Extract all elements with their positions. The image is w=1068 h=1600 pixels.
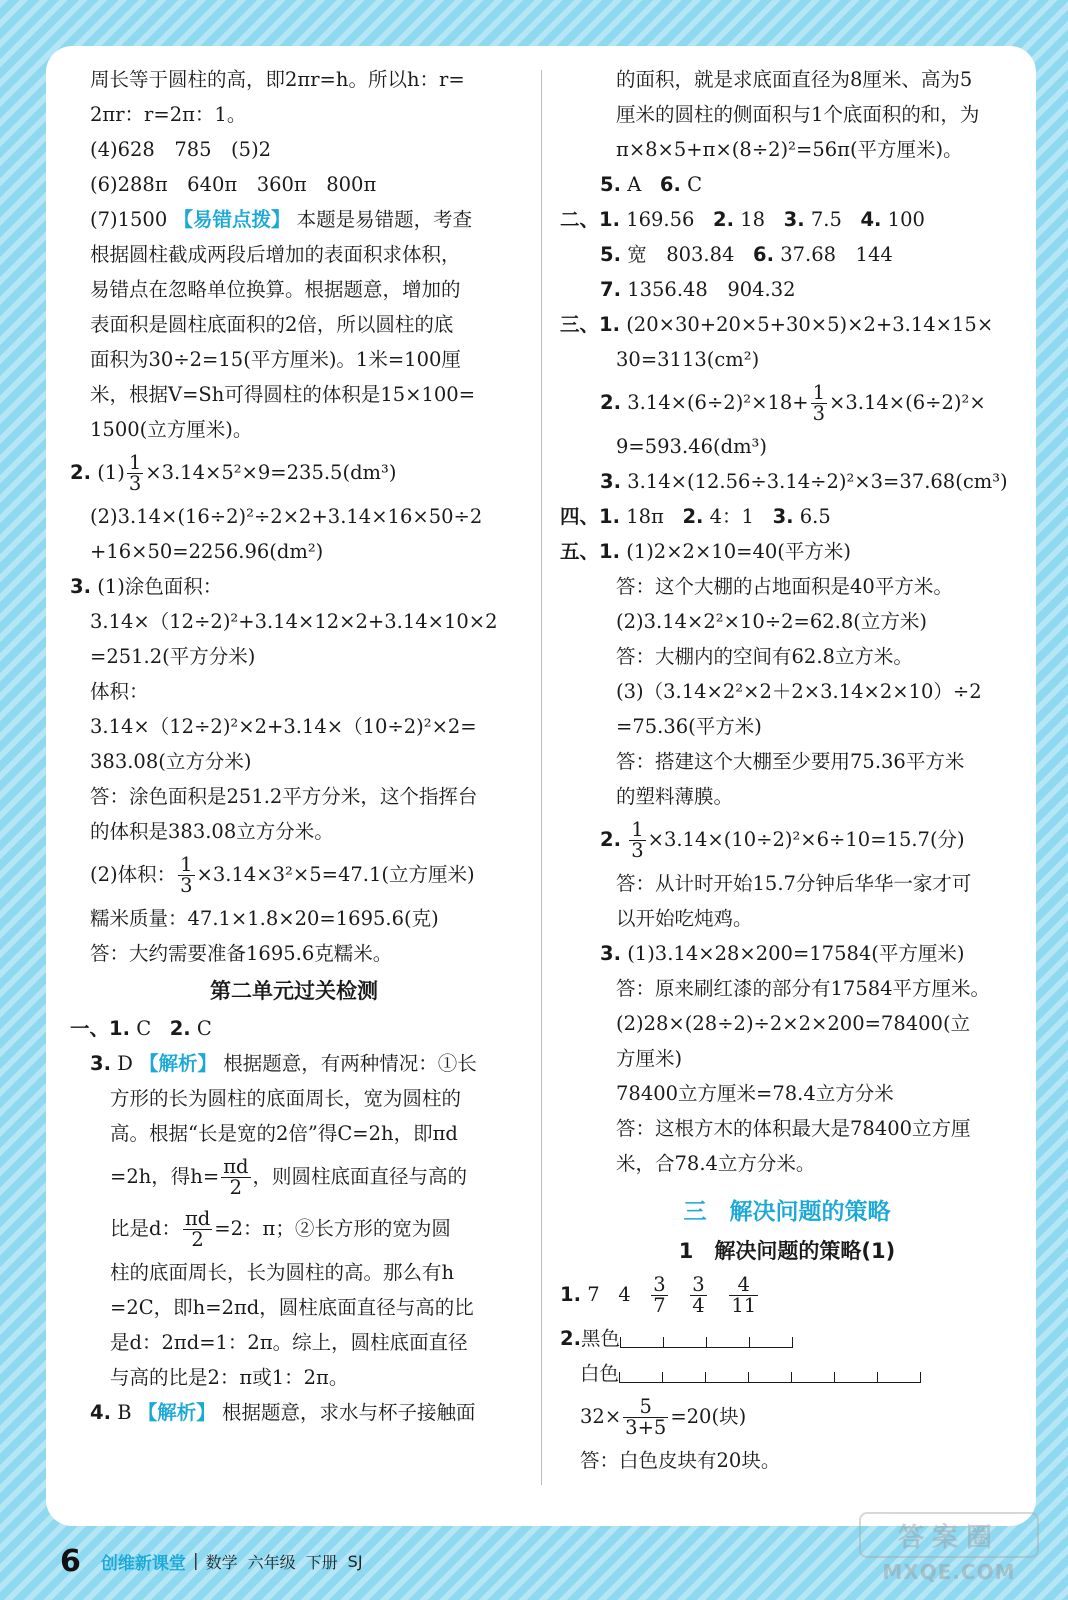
text-span: 3.14×(6÷2)²×18+ [627, 391, 809, 414]
question-number: 2. [70, 461, 91, 484]
fraction-denominator: 3 [128, 472, 142, 495]
text-line: 1500(立方厘米)。 [90, 418, 253, 441]
question-number: 3. [600, 942, 621, 965]
footer-term: 下册 [305, 1552, 338, 1572]
answer-text: 7 [587, 1283, 600, 1306]
question-number: 3. [600, 470, 621, 493]
question-number: 4. [90, 1401, 111, 1424]
text-span: ×3.14×5²×9=235.5(dm³) [145, 461, 397, 484]
text-line [560, 814, 1014, 866]
text-line: 3.14×（12÷2)²×2+3.14×（10÷2)²×2= [90, 715, 477, 738]
black-label: 黑色 [580, 1327, 620, 1350]
fraction [127, 450, 143, 495]
answer-text: 宽 803.84 [627, 243, 735, 266]
brand-name: 创维新课堂 [100, 1553, 186, 1574]
footer-subject: 数学 [205, 1552, 238, 1572]
text-line: 米，合78.4立方分米。 [616, 1152, 816, 1175]
answer-text: 100 [887, 208, 925, 231]
answer-text: 1356.48 904.32 [627, 278, 796, 301]
text-line: 以开始吃炖鸡。 [616, 907, 753, 930]
question-number: 2. [713, 208, 735, 231]
fraction [811, 380, 827, 425]
question-4-explained [70, 1395, 518, 1430]
section-5-answers [560, 534, 1014, 569]
text-line: 答：涂色面积是251.2平方分米，这个指挥台 [90, 785, 478, 808]
text-span: ×3.14×3²×5=47.1(立方厘米) [196, 863, 475, 886]
bar-segment [749, 1337, 793, 1348]
fraction-denominator: 4 [692, 1294, 705, 1317]
text-line [560, 237, 1014, 272]
text-line: (4)628 785 (5)2 [90, 138, 272, 161]
text-line [70, 1151, 518, 1203]
error-tip-tag: 【易错点拨】 [173, 208, 291, 231]
text-line: 与高的比是2：π或1：2π。 [110, 1366, 349, 1389]
fraction-numerator: 1 [631, 817, 644, 841]
question-number: 3. [70, 575, 91, 598]
text-line: 糯米质量：47.1×1.8×20=1695.6(克) [90, 907, 439, 930]
section-4-answers [560, 499, 1014, 534]
question-number: 2. [169, 1017, 191, 1040]
answer-text: 169.56 [626, 208, 695, 231]
text-line: 方形的长为圆柱的底面周长，宽为圆柱的 [110, 1087, 462, 1110]
page-number: 6 [60, 1543, 81, 1579]
text-line: =251.2(平方分米) [90, 645, 256, 668]
fraction-denominator: 3 [180, 874, 193, 897]
text-line: 答：这个大棚的占地面积是40平方米。 [616, 575, 953, 598]
text-line: (6)288π 640π 360π 800π [90, 173, 377, 196]
text-line: 面积为30÷2=15(平方厘米)。1米=100厘 [90, 348, 461, 371]
text-line: (3)（3.14×2²×2＋2×3.14×2×10）÷2 [616, 680, 982, 703]
text-line: 表面积是圆柱底面积的2倍，所以圆柱的底 [90, 313, 454, 336]
question-number: 2. [682, 505, 704, 528]
fraction-numerator: 1 [180, 852, 193, 876]
text-line [560, 464, 1014, 499]
text-line: 米，根据V=Sh可得圆柱的体积是15×100= [90, 383, 476, 406]
fraction [178, 852, 194, 897]
text-span: =2：π；②长方形的宽为圆 [214, 1217, 451, 1240]
fraction-numerator: πd [223, 1154, 249, 1178]
fraction [690, 1272, 706, 1317]
text-span: (1)涂色面积： [97, 575, 223, 598]
text-line: =2C，即h=2πd，圆柱底面直径与高的比 [110, 1296, 474, 1319]
left-column [70, 62, 518, 1430]
text-line: 柱的底面周长，长为圆柱的高。那么有h [110, 1261, 455, 1284]
fraction-denominator: 3 [812, 402, 826, 425]
text-line: 答：大约需要准备1695.6克糯米。 [90, 942, 393, 965]
question-number: 5. [600, 173, 621, 196]
question-3-explained [70, 1046, 518, 1081]
text-line: 383.08(立方分米) [90, 750, 252, 773]
explanation-text: 本题是易错题，考查 [296, 208, 473, 231]
bar-segment [834, 1372, 877, 1383]
bar-segment [877, 1372, 921, 1383]
question-number: 2. [600, 828, 621, 851]
bar-segment [748, 1372, 791, 1383]
text-line [560, 167, 1014, 202]
question-number: 3. [783, 208, 805, 231]
bar-segment [620, 1337, 663, 1348]
fraction [183, 1206, 212, 1251]
text-line: 答：搭建这个大棚至少要用75.36平方米 [616, 750, 965, 773]
text-line [560, 272, 1014, 307]
bar-segment [662, 1372, 705, 1383]
fraction [651, 1272, 667, 1317]
footer-edition: SJ [347, 1551, 363, 1571]
watermark-seal: 答案圈 [859, 1512, 1039, 1558]
fraction-denominator: 7 [653, 1294, 666, 1317]
fraction-denominator: 11 [731, 1294, 757, 1317]
question-number: 2. [600, 391, 621, 414]
bar-segment [706, 1337, 749, 1348]
answer-text: D [117, 1052, 133, 1075]
bar-segment [619, 1372, 662, 1383]
answer-text: 37.68 144 [780, 243, 893, 266]
text-line: 方厘米) [616, 1047, 683, 1070]
fraction-numerator: 4 [729, 1275, 758, 1296]
black-segment-bar [620, 1330, 793, 1348]
watermark-url: MXQE.COM [882, 1560, 1016, 1584]
section-2-answers [560, 202, 1014, 237]
text-line: 答：白色皮块有20块。 [580, 1449, 781, 1472]
text-line: 是d：2πd=1：2π。综上，圆柱底面直径 [110, 1331, 468, 1354]
fraction-numerator: πd [184, 1206, 211, 1230]
text-span: =20(块) [670, 1405, 747, 1428]
text-span: ，则圆柱底面直径与高的 [252, 1165, 468, 1188]
unit-3-title: 三 解决问题的策略 [683, 1199, 891, 1225]
section-label: 一、1. [70, 1017, 130, 1040]
answer-text: (1)3.14×28×200=17584(平方厘米) [627, 942, 965, 965]
text-line: 2πr：r=2π：1。 [90, 103, 247, 126]
lesson-title: 1 解决问题的策略(1) [678, 1239, 896, 1263]
answer-text: 7.5 [810, 208, 842, 231]
footer-grade: 六年级 [247, 1552, 296, 1572]
text-line: =75.36(平方米) [616, 715, 762, 738]
page-footer [60, 1544, 373, 1578]
right-column [560, 62, 1014, 1478]
fraction-denominator: 3 [631, 839, 644, 862]
text-line: 答：从计时开始15.7分钟后华华一家才可 [616, 872, 972, 895]
analysis-tag: 【解析】 [139, 1052, 218, 1075]
question-3 [70, 569, 518, 604]
text-span: =2h，得h= [110, 1165, 220, 1188]
fraction [729, 1272, 758, 1317]
text-line: 的体积是383.08立方分米。 [90, 820, 334, 843]
text-line: 9=593.46(dm³) [616, 435, 767, 458]
text-line: 3.14×（12÷2)²+3.14×12×2+3.14×10×2 [90, 610, 498, 633]
fraction-numerator: 3 [692, 1272, 705, 1296]
text-line: 30=3113(cm²) [616, 348, 760, 371]
text-span: 32× [580, 1405, 622, 1428]
explanation-text: 根据题意，有两种情况：①长 [223, 1052, 477, 1075]
text-line: 高。根据“长是宽的2倍”得C=2h，即πd [110, 1122, 458, 1145]
answer-text: 18π [626, 505, 664, 528]
text-line: 的面积，就是求底面直径为8厘米、高为5 [616, 68, 973, 91]
footer-separator: | [192, 1551, 199, 1571]
explanation-text: 根据题意，求水与杯子接触面 [221, 1401, 476, 1424]
fraction [221, 1154, 250, 1199]
section-label: 四、1. [560, 505, 620, 528]
section-1-answers [70, 1011, 518, 1046]
answer-text: C [196, 1017, 212, 1040]
fraction-numerator: 1 [128, 450, 142, 474]
text-line: +16×50=2256.96(dm²) [90, 540, 324, 563]
question-2 [70, 447, 518, 499]
text-line: 周长等于圆柱的高，即2πr=h。所以h：r= [90, 68, 465, 91]
question-number: 3. [90, 1052, 111, 1075]
bar-segment [791, 1372, 834, 1383]
answer-text: (7)1500 [90, 208, 168, 231]
fraction-denominator: 3+5 [625, 1416, 667, 1439]
answer-text: 4 [618, 1283, 631, 1306]
question-number: 4. [860, 208, 882, 231]
answer-text: C [136, 1017, 152, 1040]
problem-2-white-row [560, 1356, 1014, 1391]
text-line: 答：这根方木的体积最大是78400立方厘 [616, 1117, 971, 1140]
answer-text: B [117, 1401, 132, 1424]
text-line: 厘米的圆柱的侧面积与1个底面积的和，为 [616, 103, 980, 126]
fraction-numerator: 5 [623, 1397, 668, 1418]
answer-text: C [687, 173, 702, 196]
fraction-denominator: 2 [229, 1176, 243, 1199]
text-line [70, 1203, 518, 1255]
analysis-tag: 【解析】 [137, 1401, 216, 1424]
white-segment-bar [619, 1365, 921, 1383]
section-label: 五、1. [560, 540, 620, 563]
answer-text: (1)2×2×10=40(平方米) [626, 540, 851, 563]
fraction-numerator: 1 [812, 380, 826, 404]
text-line: 的塑料薄膜。 [616, 785, 734, 808]
fraction-denominator: 2 [191, 1228, 204, 1251]
text-span: ×3.14×(6÷2)²× [829, 391, 986, 414]
text-line: (2)3.14×(16÷2)²÷2×2+3.14×16×50÷2 [90, 505, 483, 528]
column-divider [541, 70, 542, 1485]
question-number: 6. [659, 173, 681, 196]
text-line: 体积： [90, 680, 149, 703]
answer-text: (20×30+20×5+30×5)×2+3.14×15× [626, 313, 994, 336]
fraction [629, 817, 645, 862]
section-label: 三、1. [560, 313, 620, 336]
question-number: 2. [560, 1327, 581, 1350]
fraction [623, 1394, 668, 1439]
question-number: 6. [753, 243, 775, 266]
answer-text: 3.14×(12.56÷3.14÷2)²×3=37.68(cm³) [627, 470, 1008, 493]
text-line: π×8×5+π×(8÷2)²=56π(平方厘米)。 [616, 138, 963, 161]
text-line: 根据圆柱截成两段后增加的表面积求体积， [90, 243, 461, 266]
question-number: 1. [560, 1283, 581, 1306]
text-span: ×3.14×(10÷2)²×6÷10=15.7(分) [647, 828, 965, 851]
section-3-answers [560, 307, 1014, 342]
text-span: (1) [97, 461, 125, 484]
problem-1 [560, 1269, 1014, 1321]
text-line: 易错点在忽略单位换算。根据题意，增加的 [90, 278, 461, 301]
text-span: (2)体积： [90, 863, 177, 886]
text-line [70, 202, 518, 237]
text-line: (2)28×(28÷2)÷2×2×200=78400(立 [616, 1012, 971, 1035]
text-line [560, 1391, 1014, 1443]
bar-segment [663, 1337, 706, 1348]
answer-text: A [627, 173, 642, 196]
problem-2-black-row [560, 1321, 1014, 1356]
answer-text: 4：1 [709, 505, 754, 528]
question-number: 3. [772, 505, 794, 528]
fraction-numerator: 3 [653, 1272, 666, 1296]
text-span: 比是d： [110, 1217, 181, 1240]
text-line [560, 936, 1014, 971]
answer-text: 6.5 [799, 505, 831, 528]
text-line [560, 377, 1014, 429]
text-line: (2)3.14×2²×10÷2=62.8(立方米) [616, 610, 927, 633]
white-label: 白色 [580, 1362, 620, 1385]
text-line: 78400立方厘米=78.4立方分米 [616, 1082, 894, 1105]
section-label: 二、1. [560, 208, 620, 231]
question-number: 7. [600, 278, 621, 301]
unit-2-test-title: 第二单元过关检测 [210, 979, 378, 1003]
text-line [70, 849, 518, 901]
question-number: 5. [600, 243, 621, 266]
text-line: 答：原来刷红漆的部分有17584平方厘米。 [616, 977, 991, 1000]
text-line: 答：大棚内的空间有62.8立方米。 [616, 645, 913, 668]
bar-segment [705, 1372, 748, 1383]
watermark [854, 1512, 1044, 1592]
answer-text: 18 [740, 208, 766, 231]
